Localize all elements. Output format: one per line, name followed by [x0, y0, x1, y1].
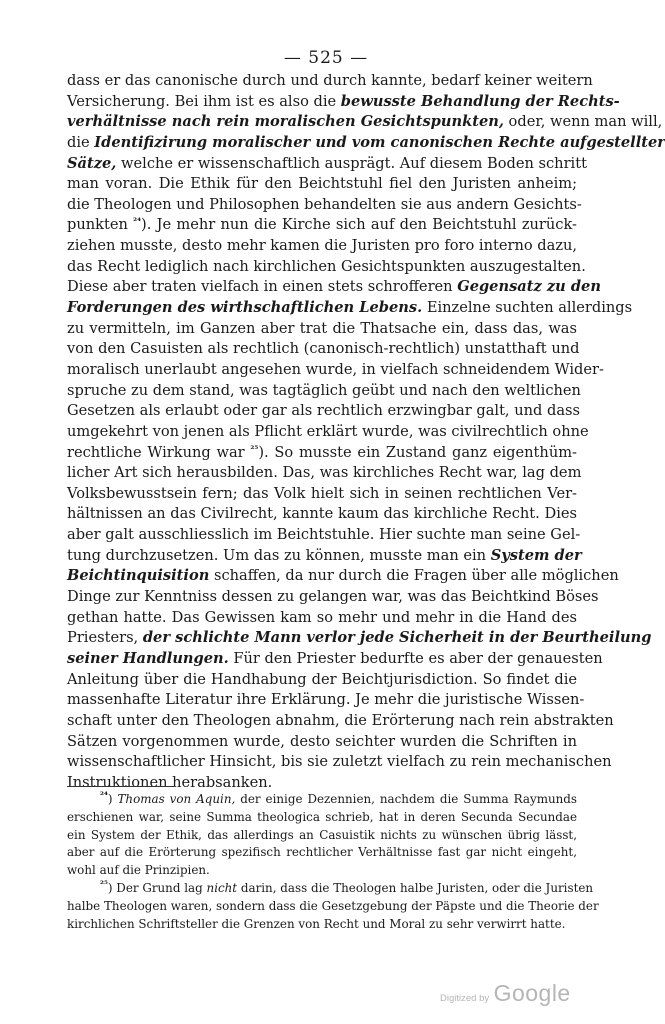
text-run: ). So musste ein Zustand ganz eigenthüm- — [258, 443, 577, 461]
text-run: punkten — [67, 216, 134, 234]
text-line — [67, 690, 585, 711]
text-run: wissenschaftlicher Hinsicht, bis sie zuletzt vielfach zu rein mechanischen — [67, 753, 612, 771]
footnote-line — [67, 809, 577, 827]
emphasis-text: Beichtinquisition — [67, 567, 210, 585]
text-run: ziehen musste, desto mehr kamen die Juristen pro foro interno dazu, — [67, 237, 578, 255]
text-line — [67, 154, 587, 175]
text-line — [67, 92, 620, 113]
emphasis-text: seiner Handlungen. — [67, 649, 229, 667]
text-line — [67, 381, 581, 402]
text-line — [67, 174, 577, 195]
text-line — [67, 587, 599, 608]
text-run: gethan hatte. Das Gewissen kam so mehr und mehr in die Hand des — [67, 608, 577, 626]
text-run: darin, dass die Theologen halbe Juristen, oder die Juristen — [237, 880, 594, 895]
text-run: welche er wissenschaftlich ausprägt. Auf diesem Boden schritt — [116, 154, 587, 172]
text-run: aber galt ausschliesslich im Beichtstuhle. Hier suchte man seine Gel- — [67, 526, 581, 544]
text-run: Priesters, — [67, 629, 143, 647]
main-text — [67, 71, 665, 793]
footnotes — [67, 791, 599, 933]
text-line — [67, 484, 577, 505]
text-run: rechtliche Wirkung war — [67, 443, 251, 461]
text-run: Volksbewusstsein fern; das Volk hielt sich in seinen rechtlichen Ver- — [67, 484, 577, 502]
text-line — [67, 71, 593, 92]
google-logo: Google — [493, 980, 571, 1006]
text-run: zu vermitteln, im Ganzen aber trat die Thatsache ein, dass das, was — [67, 319, 577, 337]
text-run: halbe Theologen waren, sondern dass die Gesetzgebung der Päpste und die Theorie der — [67, 898, 599, 913]
text-line — [67, 752, 612, 773]
text-run: wohl auf die Prinzipien. — [67, 863, 210, 878]
footnote-separator — [67, 786, 175, 787]
emphasis-text: bewusste Behandlung der Rechts- — [340, 92, 620, 110]
text-run: hältnissen an das Civilrecht, kannte kaum das kirchliche Recht. Dies — [67, 505, 577, 523]
footnote-line — [67, 844, 577, 862]
text-run: ein System der Ethik, das allerdings an Casuistik nichts zu wünschen übrig lässt, — [67, 827, 577, 842]
text-line — [67, 504, 577, 525]
text-line — [67, 339, 580, 360]
text-line — [67, 277, 601, 298]
text-line — [67, 732, 577, 753]
emphasis-text: System der — [490, 546, 582, 564]
footnote-line — [67, 898, 599, 916]
text-line — [67, 236, 577, 257]
text-line — [67, 711, 614, 732]
footnote-line — [67, 791, 577, 809]
text-line — [67, 319, 577, 340]
text-run: die — [67, 133, 95, 151]
text-run: ). Je mehr nun die Kirche sich auf den Beichtstuhl zurück- — [141, 216, 577, 234]
text-run: der einige Dezennien, nachdem die Summa Raymunds — [235, 792, 577, 806]
text-run: Versicherung. Bei ihm ist es also die — [67, 92, 341, 110]
text-line — [67, 215, 577, 236]
footnote-line — [67, 879, 594, 898]
text-line — [67, 463, 582, 484]
text-line — [67, 195, 582, 216]
text-run: von den Casuisten als rechtlich (canonisch-rechtlich) unstatthaft und — [67, 340, 580, 358]
text-run: moralisch unerlaubt angesehen wurde, in vielfach schneidendem Wider- — [67, 360, 604, 378]
text-run: schaffen, da nur durch die Fragen über alle möglichen — [209, 567, 619, 585]
text-run: Sätzen vorgenommen wurde, desto seichter wurden die Schriften in — [67, 732, 577, 750]
text-line — [67, 608, 577, 629]
text-run: erschienen war, seine Summa theologica schrieb, hat in deren Secunda Secundae — [67, 809, 577, 824]
text-run: Diese aber traten vielfach in einen stets schrofferen — [67, 278, 458, 296]
text-run: ) — [107, 792, 118, 806]
emphasis-text: Gegensatz zu den — [457, 278, 601, 296]
text-run: oder, wenn man will, — [503, 113, 663, 131]
text-line — [67, 670, 577, 691]
text-run: ) Der Grund lag — [107, 880, 207, 895]
text-line — [67, 112, 663, 133]
text-run: Instruktionen herabsanken. — [67, 773, 273, 791]
text-line — [67, 649, 603, 670]
emphasis-text: Identifizirung moralischer und vom canonischen Rechte aufgestellter — [94, 133, 665, 151]
emphasis-text: nicht — [206, 880, 238, 895]
text-run: kirchlichen Schriftsteller die Grenzen von Recht und Moral zu sehr verwirrt hatte. — [67, 916, 566, 931]
footnote-marker: ²⁴ — [100, 791, 108, 801]
text-line — [67, 422, 589, 443]
text-run: man voran. Die Ethik für den Beichtstuhl fiel den Juristen anheim; — [67, 175, 577, 193]
text-run: das Recht lediglich nach kirchlichen Gesichtspunkten auszugestalten. — [67, 257, 586, 275]
text-run: massenhafte Literatur ihre Erklärung. Je mehr die juristische Wissen- — [67, 691, 585, 709]
emphasis-text: verhältnisse nach rein moralischen Gesichtspunkten, — [67, 113, 504, 131]
text-line — [67, 443, 577, 464]
footnote-marker: ²⁵ — [100, 879, 108, 890]
emphasis-text: Sätze, — [67, 154, 117, 172]
text-line — [67, 628, 652, 649]
text-run: Gesetzen als erlaubt oder gar als rechtlich erzwingbar galt, und dass — [67, 402, 581, 420]
text-run: Für den Priester bedurfte es aber der genauesten — [228, 649, 603, 667]
text-line — [67, 546, 582, 567]
text-run: Einzelne suchten allerdings — [422, 299, 633, 317]
text-line — [67, 566, 619, 587]
text-line — [67, 133, 665, 154]
footnote-line — [67, 862, 577, 880]
text-line — [67, 401, 581, 422]
text-line — [67, 257, 586, 278]
text-run: Dinge zur Kenntniss dessen zu gelangen war, was das Beichtkind Böses — [67, 588, 599, 606]
text-run: Anleitung über die Handhabung der Beichtjurisdiction. So findet die — [67, 670, 577, 688]
text-run: licher Art sich herausbilden. Das, was kirchliches Recht war, lag dem — [67, 464, 582, 482]
footnote-line — [67, 827, 577, 845]
emphasis-text: der schlichte Mann verlor jede Sicherheit in der Beurtheilung — [142, 629, 652, 647]
footnote-marker: ²⁴ — [133, 217, 142, 228]
text-line — [67, 360, 604, 381]
text-run: dass er das canonische durch und durch kannte, bedarf keiner weitern — [67, 72, 593, 89]
text-run: aber auf die Erörterung spezifisch rechtlicher Verhältnisse fast gar nicht eingeht, — [67, 845, 577, 860]
footnote-line — [67, 916, 577, 934]
emphasis-text: Thomas von Aquin, — [117, 792, 236, 806]
text-run: schaft unter den Theologen abnahm, die Erörterung nach rein abstrakten — [67, 711, 614, 729]
text-line — [67, 525, 581, 546]
emphasis-text: Forderungen des wirthschaftlichen Lebens. — [67, 299, 423, 317]
text-run: tung durchzusetzen. Um das zu können, musste man ein — [67, 546, 491, 564]
footnote-marker: ²⁵ — [250, 444, 259, 455]
digitized-by-google-watermark — [440, 980, 571, 1007]
text-run: umgekehrt von jenen als Pflicht erklärt wurde, was civilrechtlich ohne — [67, 422, 589, 440]
text-run: spruche zu dem stand, was tagtäglich geübt und nach den weltlichen — [67, 381, 581, 399]
text-line — [67, 298, 633, 319]
text-run: die Theologen und Philosophen behandelten sie aus andern Gesichts- — [67, 195, 582, 213]
watermark-prefix: Digitized by — [440, 993, 490, 1004]
page-number: — 525 — — [283, 48, 369, 68]
